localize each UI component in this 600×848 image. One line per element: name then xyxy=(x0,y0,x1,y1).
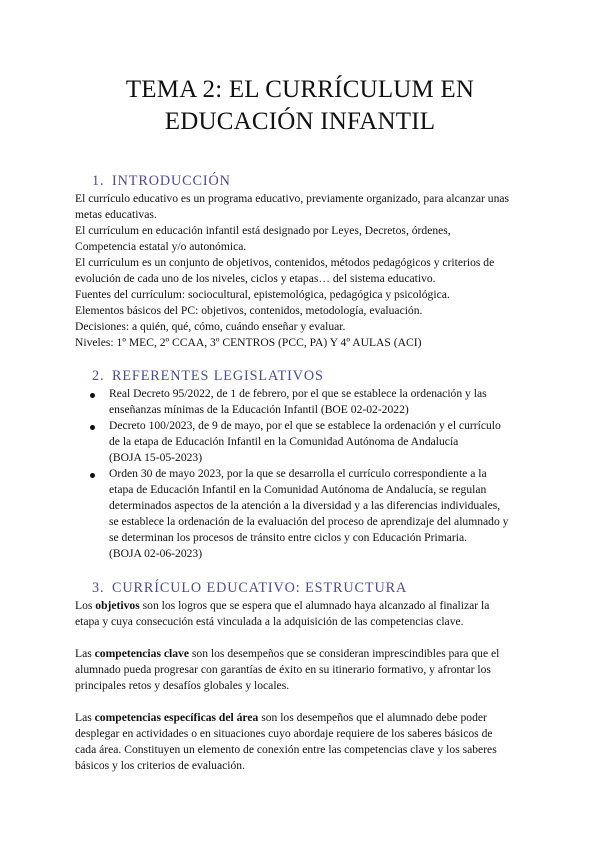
paragraph-line: principales retos y desafíos globales y locales. xyxy=(75,679,290,692)
bullet-icon xyxy=(90,473,95,478)
paragraph-line xyxy=(75,646,499,661)
section-3-number: 3. xyxy=(92,580,105,596)
section-1-number: 1. xyxy=(92,173,105,189)
intro-line: evolución de cada uno de los niveles, ciclos y etapas… del sistema educativo. xyxy=(75,272,436,285)
section-3-heading xyxy=(92,580,407,596)
bold-term: competencias específicas del área xyxy=(94,711,259,724)
legislation-line: determinados aspectos de la atención a la diversidad y a las diferencias individuales, xyxy=(109,499,501,512)
paragraph-line: básicos y los criterios de evaluación. xyxy=(75,759,245,772)
text-run: Los xyxy=(75,599,96,612)
title-line-2: EDUCACIÓN INFANTIL xyxy=(164,108,436,135)
intro-line: El currículum es un conjunto de objetivos, contenidos, métodos pedagógicos y criterios de xyxy=(75,256,495,269)
legislation-line: Decreto 100/2023, de 9 de mayo, por el que se establece la ordenación y el currículo xyxy=(109,419,501,432)
bold-term: competencias clave xyxy=(94,647,189,660)
paragraph-line xyxy=(75,710,487,725)
section-3-title: CURRÍCULO EDUCATIVO: ESTRUCTURA xyxy=(112,580,408,596)
legislation-line: se establece la ordenación de la evaluación del proceso de aprendizaje del alumnado y xyxy=(109,515,509,528)
intro-line: Competencia estatal y/o autonómica. xyxy=(75,240,247,253)
paragraph-line xyxy=(75,598,489,613)
intro-line: metas educativas. xyxy=(75,208,157,221)
paragraph-line: alumnado pueda progresar con garantías de éxito en su itinerario formativo, y afrontar los xyxy=(75,663,491,676)
section-1-heading xyxy=(92,173,231,189)
section-2-number: 2. xyxy=(92,368,105,384)
legislation-line: se determinan los procesos de tránsito entre ciclos y con Educación Primaria. xyxy=(109,531,468,544)
section-2-heading xyxy=(92,368,324,384)
text-run: son los desempeños que el alumnado debe poder xyxy=(258,711,487,724)
text-run: Las xyxy=(75,647,95,660)
paragraph-line: desplegar en actividades o en situaciones cuyo abordaje requiere de los saberes básicos de xyxy=(75,727,493,740)
legislation-line: (BOJA 02-06-2023) xyxy=(109,547,203,560)
section-2-title: REFERENTES LEGISLATIVOS xyxy=(112,368,324,384)
bullet-icon xyxy=(90,425,95,430)
bullet-icon xyxy=(90,393,95,398)
intro-line: Decisiones: a quién, qué, cómo, cuándo enseñar y evaluar. xyxy=(75,320,346,333)
legislation-line: Orden 30 de mayo 2023, por la que se desarrolla el currículo correspondiente a la xyxy=(109,467,487,480)
paragraph-line: cada área. Constituyen un elemento de conexión entre las competencias clave y los saberes xyxy=(75,743,497,756)
intro-line: El currículum en educación infantil está designado por Leyes, Decretos, órdenes, xyxy=(75,224,451,237)
legislation-line: Real Decreto 95/2022, de 1 de febrero, por el que se establece la ordenación y las xyxy=(109,387,487,400)
text-run: son los desempeños que se consideran imprescindibles para que el xyxy=(188,647,500,660)
legislation-line: de la etapa de Educación Infantil en la Comunidad Autónoma de Andalucía xyxy=(109,435,459,448)
text-run: son los logros que se espera que el alumnado haya alcanzado al finalizar la xyxy=(139,599,490,612)
legislation-line: (BOJA 15-05-2023) xyxy=(109,451,203,464)
intro-line: Niveles: 1º MEC, 2º CCAA, 3º CENTROS (PCC, PA) Y 4º AULAS (ACI) xyxy=(75,336,422,349)
intro-line: El currículo educativo es un programa educativo, previamente organizado, para alcanzar unas xyxy=(75,192,510,205)
legislation-line: enseñanzas mínimas de la Educación Infantil (BOE 02-02-2022) xyxy=(109,403,409,416)
intro-line: Fuentes del currículum: sociocultural, epistemológica, pedagógica y psicológica. xyxy=(75,288,450,301)
bold-term: objetivos xyxy=(95,599,140,612)
title-line-1: TEMA 2: EL CURRÍCULUM EN xyxy=(125,76,475,103)
text-run: Las xyxy=(75,711,95,724)
paragraph-line: etapa y cuya consecución está vinculada a la adquisición de las competencias clave. xyxy=(75,615,464,628)
page-title xyxy=(0,74,600,138)
intro-line: Elementos básicos del PC: objetivos, contenidos, metodología, evaluación. xyxy=(75,304,423,317)
section-1-title: INTRODUCCIÓN xyxy=(112,173,231,189)
legislation-line: etapa de Educación Infantil en la Comunidad Autónoma de Andalucía, se regulan xyxy=(109,483,487,496)
